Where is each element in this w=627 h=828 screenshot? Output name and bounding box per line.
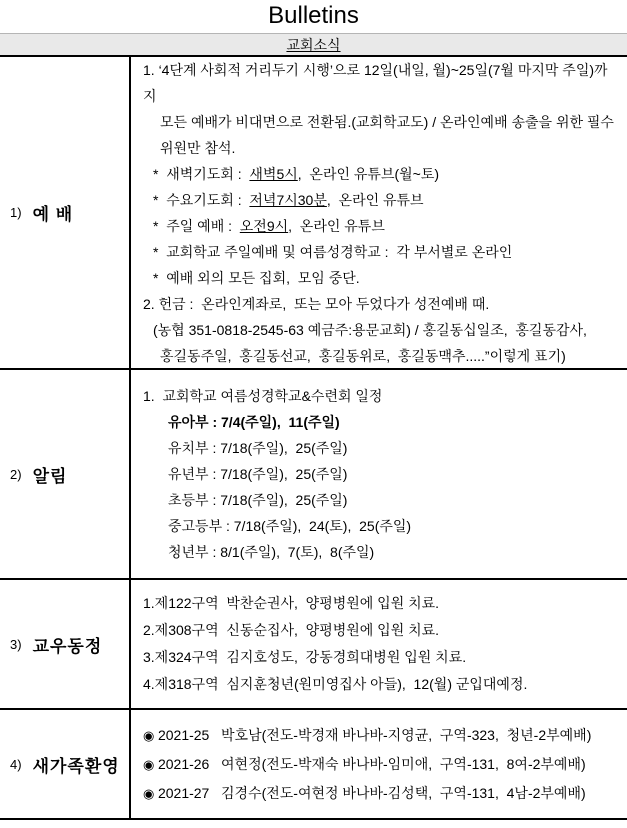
text-segment: 1. 교회학교 여름성경학교&수련회 일정: [143, 388, 383, 404]
content-line: [143, 721, 621, 750]
content-line: [143, 109, 621, 135]
text-segment: 2021-27 김경수(전도-여현정 바나바-김성택, 구역-131, 4남-2부예배): [157, 784, 586, 801]
section-label-new-family: [0, 710, 131, 818]
section-row-worship: [0, 57, 627, 370]
content-line: [143, 187, 621, 213]
content-line: [143, 265, 621, 291]
text-segment: * 새벽기도회 :: [153, 165, 250, 182]
text-segment: * 주일 예배 :: [153, 217, 240, 234]
section-number: 3): [10, 636, 22, 652]
content-line: [143, 343, 621, 369]
content-line: [143, 383, 621, 409]
content-line: [143, 644, 621, 671]
section-row-new-family: [0, 710, 627, 820]
record-bullet-icon: ◉: [143, 756, 158, 772]
text-segment: 1. ‘4단계 사회적 거리두기 시행’으로 12일(내일, 월)~25일(7월 마지막 주일)까지: [143, 61, 608, 104]
content-line: [143, 779, 621, 808]
content-line: [143, 671, 621, 698]
section-content-new-family: [131, 710, 627, 818]
content-line: [143, 161, 621, 187]
text-segment: 2.제308구역 신동순집사, 양평병원에 입원 치료.: [143, 622, 440, 638]
text-segment: (농협 351-0818-2545-63 예금주:용문교회) / 홍길동십일조, 홍길동감사,: [153, 321, 587, 338]
section-name: 교우동정: [32, 636, 103, 656]
record-bullet-icon: ◉: [143, 785, 158, 801]
text-segment: 유년부 : 7/18(주일), 25(주일): [168, 466, 348, 482]
record-bullet-icon: ◉: [143, 727, 158, 743]
section-label-announcements: [0, 370, 131, 578]
text-segment: 중고등부 : 7/18(주일), 24(토), 25(주일): [168, 518, 412, 534]
section-row-member-news: [0, 580, 627, 710]
text-segment: 청년부 : 8/1(주일), 7(토), 8(주일): [168, 544, 375, 560]
text-segment: 오전9시: [239, 217, 289, 234]
section-content-member-news: [131, 580, 627, 708]
text-segment: 1.제122구역 박찬순권사, 양평병원에 입원 치료.: [143, 595, 440, 611]
content-line: [143, 213, 621, 239]
text-segment: 새벽5시: [249, 165, 298, 182]
content-line: [143, 435, 621, 461]
section-number: 2): [10, 466, 22, 482]
text-segment: 4.제318구역 심지훈청년(원미영집사 아들), 12(월) 군입대예정.: [143, 676, 528, 692]
content-line: [143, 487, 621, 513]
page-title: Bulletins: [268, 2, 359, 29]
text-segment: , 온라인 유튜브: [326, 191, 424, 208]
section-number: 4): [10, 756, 22, 772]
text-segment: 저녁7시30분: [249, 191, 327, 208]
content-line: [143, 409, 621, 435]
section-name: 새가족환영: [32, 756, 120, 776]
section-number: 1): [10, 205, 22, 220]
section-label-member-news: [0, 580, 131, 708]
text-segment: * 예배 외의 모든 집회, 모임 중단.: [153, 269, 360, 286]
text-segment: 2021-25 박호남(전도-박경재 바나바-지영균, 구역-323, 청년-2부예배): [157, 726, 592, 743]
content-line: [143, 617, 621, 644]
text-segment: 2. 헌금 : 온라인계좌로, 또는 모아 두었다가 성전예배 때.: [143, 295, 490, 312]
content-line: [143, 57, 621, 109]
section-name: 예 배: [32, 205, 74, 224]
content-line: [143, 750, 621, 779]
text-segment: 홍길동주일, 홍길동선교, 홍길동위로, 홍길동맥추.....”이렇게 표기): [160, 347, 566, 364]
section-name: 알림: [32, 466, 68, 486]
section-row-announcements: [0, 370, 627, 580]
text-segment: 초등부 : 7/18(주일), 25(주일): [168, 492, 348, 508]
text-segment: * 수요기도회 :: [153, 191, 250, 208]
bulletin-table: [0, 55, 627, 820]
section-content-announcements: [131, 370, 627, 578]
text-segment: * 교회학교 주일예배 및 여름성경학교 : 각 부서별로 온라인: [153, 243, 513, 260]
section-content-worship: [131, 57, 627, 368]
content-line: [143, 135, 621, 161]
text-segment: 3.제324구역 김지호성도, 강동경희대병원 입원 치료.: [143, 649, 467, 665]
content-line: [143, 239, 621, 265]
content-line: [143, 590, 621, 617]
subtitle-text: 교회소식: [286, 36, 341, 53]
content-line: [143, 317, 621, 343]
text-segment: 위원만 참석.: [160, 139, 236, 156]
content-line: [143, 291, 621, 317]
subtitle-bar: [0, 33, 627, 55]
text-segment: , 온라인 유튜브: [288, 217, 385, 234]
text-segment: 유치부 : 7/18(주일), 25(주일): [168, 440, 348, 456]
text-segment: , 온라인 유튜브(월~토): [297, 165, 440, 182]
text-segment: 유아부 : 7/4(주일), 11(주일): [168, 414, 340, 430]
text-segment: 2021-26 여현정(전도-박재숙 바나바-임미애, 구역-131, 8여-2부예배): [157, 755, 586, 772]
content-line: [143, 461, 621, 487]
text-segment: 모든 예배가 비대면으로 전환됨.(교회학교도) / 온라인예배 송출을 위한 필수: [160, 113, 614, 130]
section-label-worship: [0, 57, 131, 368]
content-line: [143, 513, 621, 539]
content-line: [143, 539, 621, 565]
